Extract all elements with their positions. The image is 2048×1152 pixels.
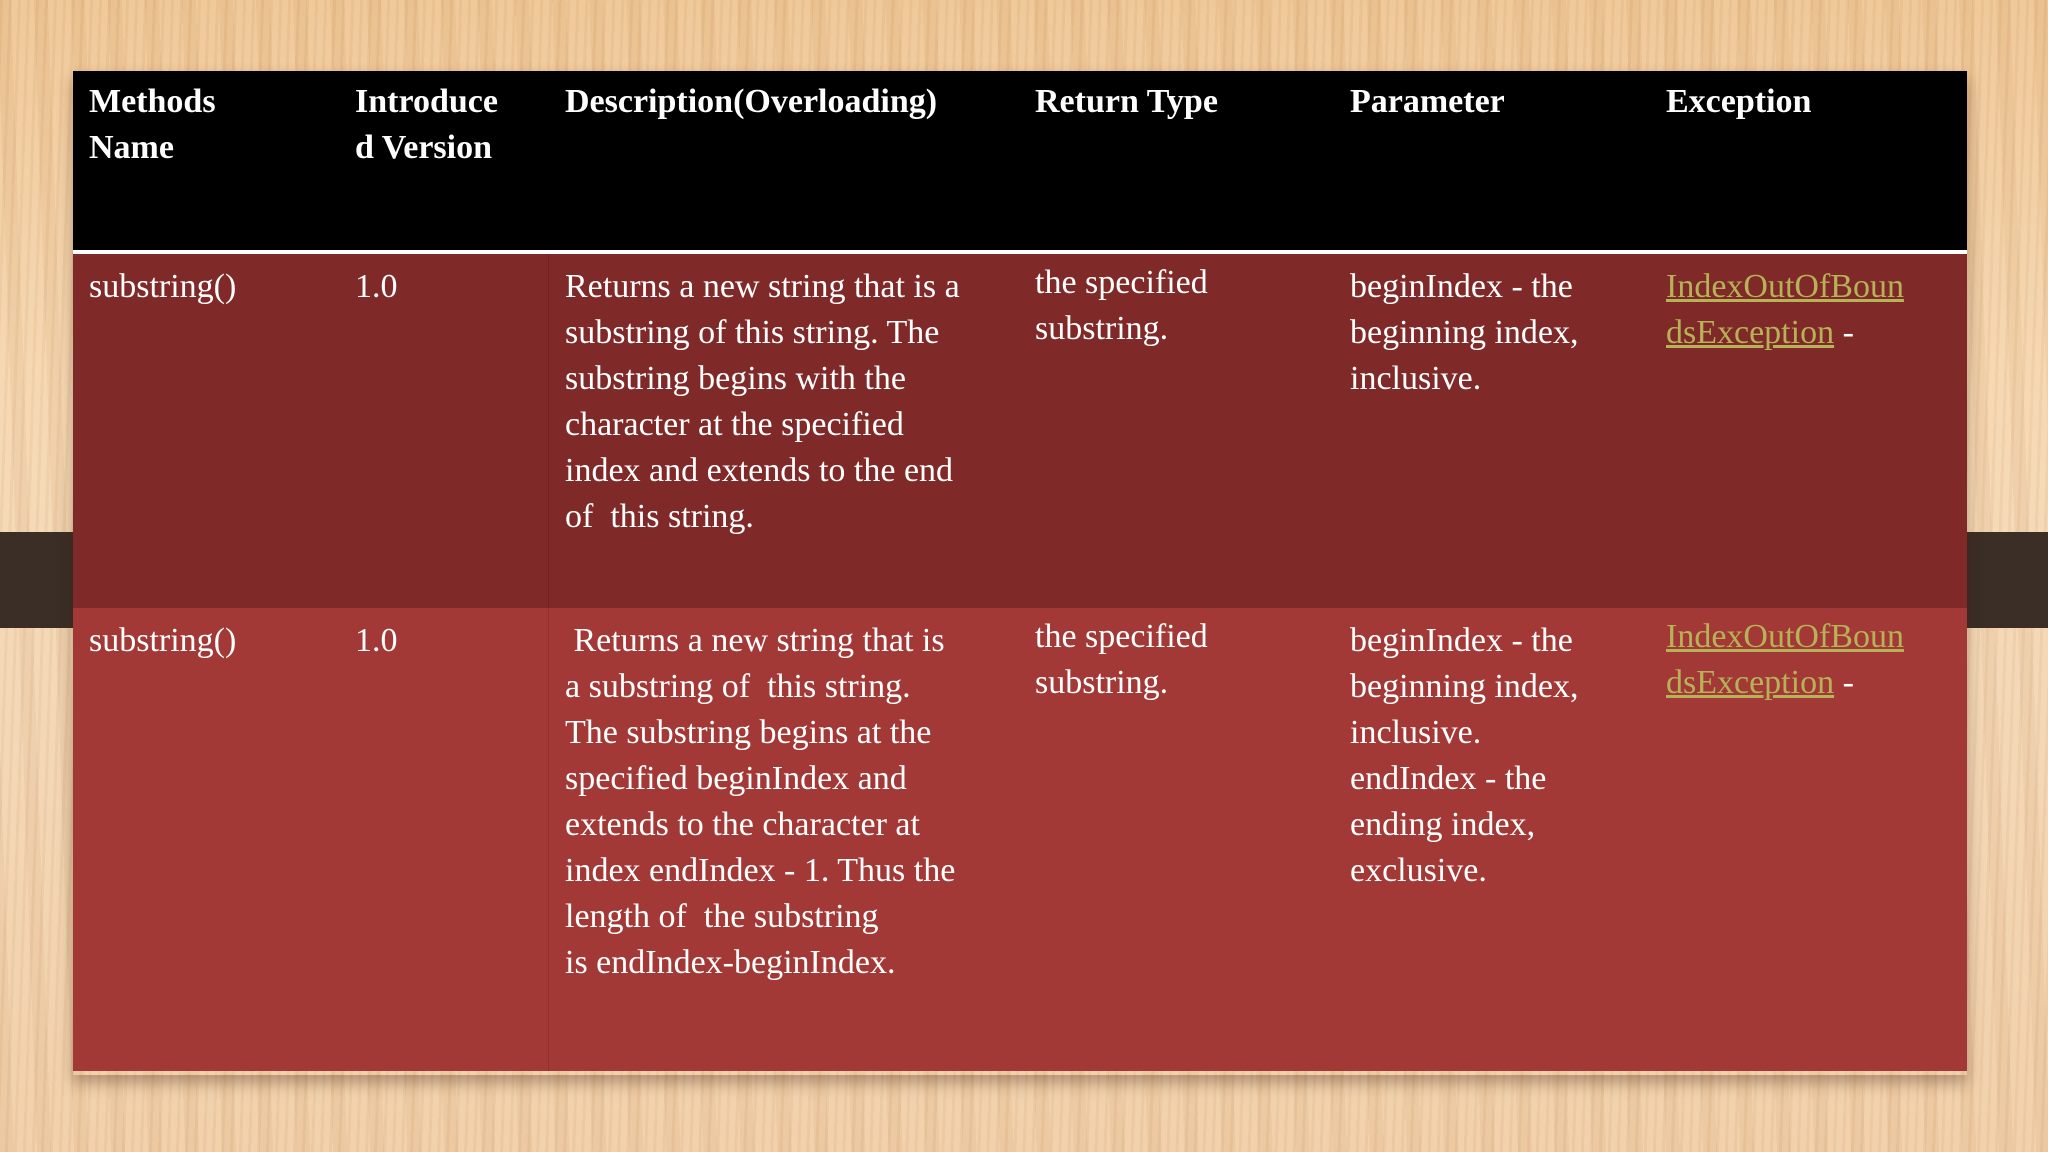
version-cell: 1.0 [339,608,549,1071]
method-name-cell: substring() [89,622,237,659]
description-cell: Returns a new string that is a substring of this string. The substring begins at the specified beginIndex and extends to the character at index endIndex - 1. Thus the length of the substring is endIndex-beginIndex. [565,622,956,981]
exception-link[interactable]: dsException [1666,314,1835,351]
header-introduced-version: Introduce d Version [355,83,498,166]
return-type-cell: the specified substring. [1035,264,1208,347]
exception-link[interactable]: IndexOutOfBoun [1666,618,1904,655]
parameter-cell: beginIndex - the beginning index, inclusive. [1350,268,1579,397]
exception-cell [1650,254,1967,608]
exception-link[interactable]: IndexOutOfBoun [1666,268,1904,305]
header-parameter: Parameter [1350,83,1505,120]
method-name-cell: substring() [89,268,237,305]
parameter-cell: beginIndex - the beginning index, inclusive. endIndex - the ending index, exclusive. [1350,622,1579,889]
table-header-row [73,71,1967,254]
header-description: Description(Overloading) [565,83,938,120]
exception-link[interactable]: dsException [1666,664,1835,701]
table-row [73,608,1967,1071]
version-cell: 1.0 [339,254,549,608]
table-row [73,254,1967,608]
exception-suffix: - [1834,314,1854,351]
description-cell: Returns a new string that is a substring of this string. The substring begins with the character at the specified index and extends to the end of this string. [565,268,960,535]
exception-suffix: - [1834,664,1854,701]
methods-table [73,71,1967,1075]
return-type-cell: the specified substring. [1035,618,1208,701]
header-exception: Exception [1666,83,1812,120]
header-return-type: Return Type [1035,83,1218,120]
exception-cell [1650,608,1967,1071]
header-methods-name: Methods Name [89,83,216,166]
